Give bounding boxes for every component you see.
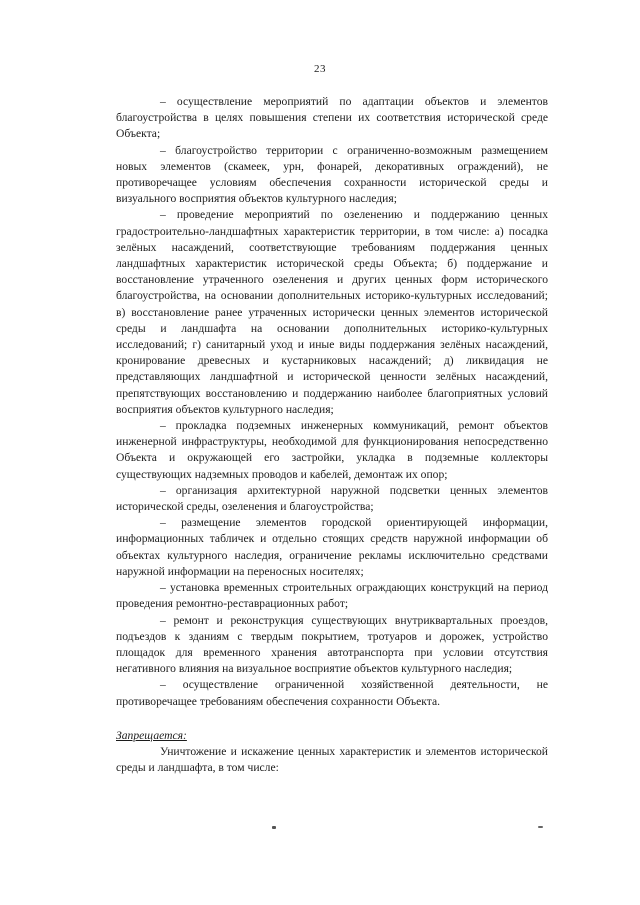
paragraph-roads: – ремонт и реконструкция существующих внутриквартальных проездов, подъездов к зданиям с твердым покрытием, тротуаров и дорожек, устройство площадок для временного хранения автотранспорта при условии отсутствия негативного влияния на визуальное восприятие объектов культурного наследия; [116,613,548,676]
paragraph-utilities: – прокладка подземных инженерных коммуникаций, ремонт объектов инженерной инфраструктуры, необходимой для функционирования непосредственно Объекта и окружающей его застройки, укладка в подземные коллекторы существующих надземных проводов и кабелей, демонтаж их опор; [116,419,548,481]
scan-mark [272,826,276,829]
paragraph-prohibited-intro: Уничтожение и искажение ценных характеристик и элементов исторической среды и ландшафта, в том числе: [116,744,548,775]
paragraph-fencing: – установка временных строительных ограждающих конструкций на период проведения ремонтно-реставрационных работ; [116,581,548,611]
scan-mark [538,826,543,828]
section-heading-prohibited: Запрещается: [116,728,187,742]
paragraph-greening: – проведение мероприятий по озеленению и поддержанию ценных градостроительно-ландшафтных характеристик территории, в том числе: а) посадка зелёных насаждений, соответствующие требованиям поддержания ценных ландшафтных характеристик исторической среды Объекта; б) поддержание и восстановление утраченного озеленения и других ценных форм исторического благоустройства, на основании дополнительных историко-культурных исследований; в) восстановление ранее утраченных исторически ценных элементов исторической среды и ландшафта на основании дополнительных историко-культурных исследований; г) санитарный уход и иные виды поддержания зелёных насаждений, кронирование древесных и кустарниковых насаждений; д) ликвидация не представляющих ландшафтной и исторической ценности зелёных насаждений, препятствующих восстановлению и поддержанию наиболее благоприятных условий восприятия объектов культурного наследия; [116,208,548,416]
page-number: 23 [314,63,326,75]
paragraph-landscaping: – благоустройство территории с ограниченно-возможным размещением новых элементов (скамеек, урн, фонарей, декоративных ограждений), не противоречащее условиям обеспечения сохранности исторической среды и визуального восприятия объектов культурного наследия; [116,143,548,206]
paragraph-lighting: – организация архитектурной наружной подсветки ценных элементов исторической среды, озеленения и благоустройства; [116,483,548,514]
paragraph-signage: – размещение элементов городской ориентирующей информации, информационных табличек и отдельно стоящих средств наружной информации об объектах культурного наследия, ограничение рекламы исключительно средствами наружной информации на переносных носителях; [116,516,548,578]
document-body [116,94,548,776]
scan-marks [0,826,640,836]
paragraph-economic-activity: – осуществление ограниченной хозяйственной деятельности, не противоречащее требованиям обеспечения сохранности Объекта. [116,678,548,708]
paragraph-adaptation: – осуществление мероприятий по адаптации объектов и элементов благоустройства в целях повышения степени их соответствия исторической среде Объекта; [116,95,548,141]
